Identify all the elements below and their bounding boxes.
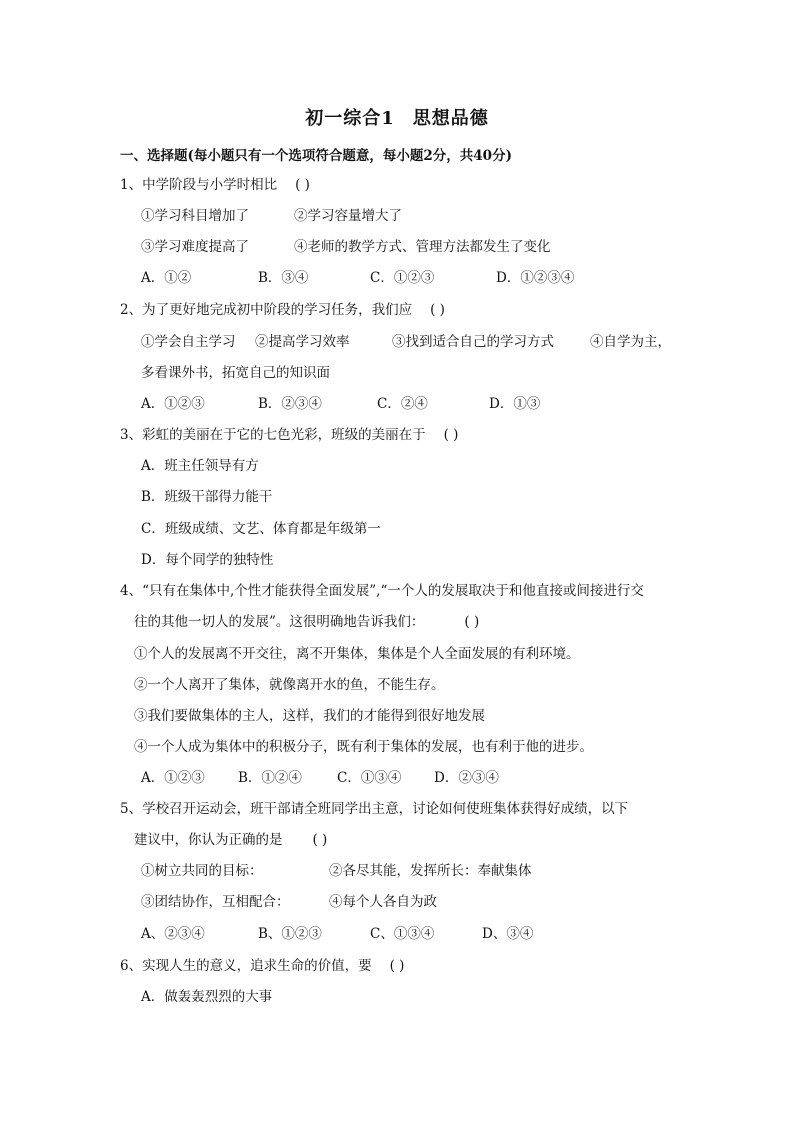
- option-c: C．①③④: [337, 770, 402, 786]
- question-1-item-4: ④老师的教学方式、管理方法都发生了变化: [294, 239, 551, 255]
- section-heading: 一、选择题(每小题只有一个选项符合题意，每小题2分，共40分): [120, 148, 512, 164]
- question-3-option-a: A．班主任领导有方: [141, 458, 259, 474]
- option-a: A．①②③: [141, 770, 205, 786]
- option-d: D．②③④: [434, 770, 499, 786]
- question-6-option-a: A．做轰轰烈烈的大事: [141, 989, 273, 1005]
- answer-blank: ( ): [443, 427, 459, 443]
- question-6-stem: 6、实现人生的意义，追求生命的价值，要 ( ): [120, 958, 405, 974]
- answer-blank: ( ): [430, 302, 445, 318]
- question-2-item-1: ①学会自主学习: [141, 334, 236, 350]
- option-b: B、①②③: [258, 926, 322, 942]
- page-title: [0, 104, 794, 130]
- question-4-item-4: ④一个人成为集体中的积极分子，既有利于集体的发展，也有利于他的进步。: [134, 739, 593, 755]
- option-a: A、②③④: [141, 926, 205, 942]
- answer-blank: ( ): [295, 177, 310, 193]
- question-1-items-row-1: [141, 207, 402, 225]
- option-c: C、①③④: [370, 926, 435, 942]
- option-b: B．①②④: [238, 770, 302, 786]
- question-2-stem: 2、为了更好地完成初中阶段的学习任务，我们应 ( ): [120, 302, 445, 318]
- answer-blank: ( ): [312, 832, 328, 848]
- question-4-stem: 4、“只有在集体中,个性才能获得全面发展”,“一个人的发展取决于和他直接或间接进行交: [120, 583, 644, 599]
- question-3-option-d: D．每个同学的独特性: [141, 552, 274, 568]
- option-d: D、③④: [482, 926, 534, 942]
- question-1-item-1: ①学习科目增加了: [141, 208, 249, 224]
- question-2-item-3: ③找到适合自己的学习方式: [392, 334, 554, 350]
- question-5-items-row-2: [141, 893, 437, 911]
- title-subject: 思想品德: [412, 108, 489, 129]
- question-3-option-b: B．班级干部得力能干: [141, 489, 273, 505]
- question-2-item-4: ④自学为主，: [590, 334, 671, 350]
- question-5-stem: 5、学校召开运动会，班干部请全班同学出主意，讨论如何使班集体获得好成绩，以下: [120, 801, 629, 817]
- option-a: A．①②③: [141, 396, 205, 412]
- option-b: B．③④: [258, 270, 309, 286]
- question-5-item-4: ④每个人各自为政: [329, 894, 437, 910]
- question-5-items-row-1: [141, 862, 532, 880]
- answer-blank: ( ): [464, 614, 480, 630]
- question-5-item-3: ③团结协作，互相配合：: [141, 894, 290, 910]
- option-d: D．①③: [489, 396, 541, 412]
- option-d: D．①②③④: [496, 270, 575, 286]
- question-2-items-row-2: 多看课外书，拓宽自己的知识面: [141, 365, 330, 381]
- question-5-item-2: ②各尽其能，发挥所长：奉献集体: [329, 863, 532, 879]
- question-4-item-2: ②一个人离开了集体，就像离开水的鱼，不能生存。: [134, 677, 445, 693]
- question-1-stem: 1、中学阶段与小学时相比 ( ): [120, 177, 310, 193]
- question-2-items-row-1: [141, 333, 681, 351]
- option-c: C．①②③: [370, 270, 435, 286]
- answer-blank: ( ): [389, 958, 405, 974]
- question-4-item-3: ③我们要做集体的主人，这样，我们的才能得到很好地发展: [134, 708, 485, 724]
- question-5-item-1: ①树立共同的目标：: [141, 863, 263, 879]
- question-4-stem-continued: 往的其他一切人的发展”。这很明确地告诉我们： ( ): [134, 614, 480, 630]
- question-3-stem: 3、彩虹的美丽在于它的七色光彩，班级的美丽在于 ( ): [120, 427, 459, 443]
- option-a: A．①②: [141, 270, 192, 286]
- title-main: 初一综合1: [305, 108, 395, 129]
- question-3-option-c: C．班级成绩、文艺、体育都是年级第一: [141, 521, 381, 537]
- question-1-item-2: ②学习容量增大了: [294, 208, 402, 224]
- question-2-item-2: ②提高学习效率: [255, 334, 350, 350]
- question-1-items-row-2: [141, 238, 551, 256]
- option-b: B．②③④: [258, 396, 322, 412]
- question-4-item-1: ①个人的发展离不开交往，离不开集体，集体是个人全面发展的有利环境。: [134, 646, 580, 662]
- option-c: C．②④: [377, 396, 428, 412]
- question-1-item-3: ③学习难度提高了: [141, 239, 249, 255]
- question-5-stem-continued: 建议中，你认为正确的是 ( ): [134, 832, 328, 848]
